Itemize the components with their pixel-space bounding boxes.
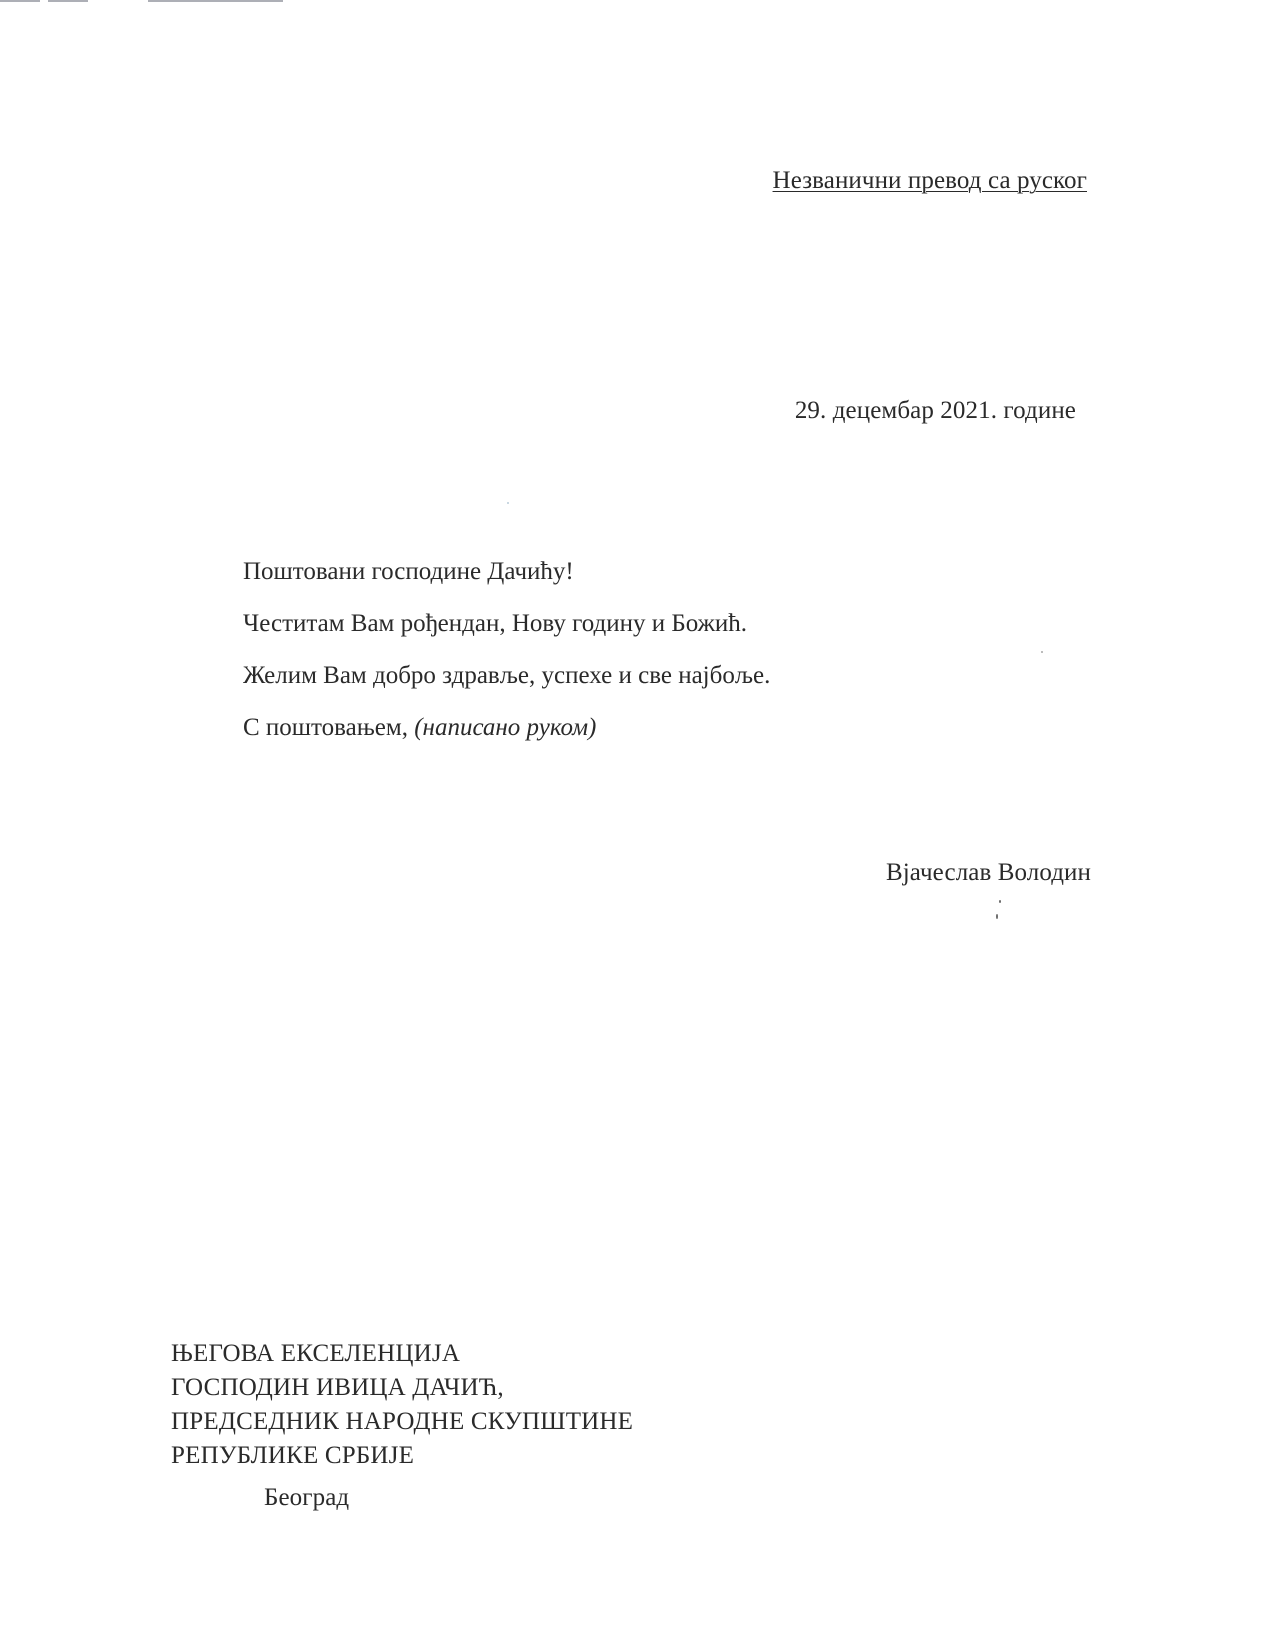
- greeting-line: Честитам Вам рођендан, Нову годину и Божић.: [243, 610, 748, 637]
- closing-line: [243, 713, 770, 765]
- translation-note: Незванични превод са руског: [772, 167, 1087, 194]
- recipient-city: Београд: [264, 1484, 350, 1511]
- closing-text: С поштовањем,: [243, 714, 408, 741]
- signatory-name: Вјачеслав Володин: [885, 859, 1091, 886]
- scan-edge-artifact: [0, 0, 300, 3]
- wishes-line: Желим Вам добро здравље, успехе и све најбоље.: [243, 662, 771, 689]
- scan-speck: [507, 502, 509, 504]
- recipient-line-position: ПРЕДСЕДНИК НАРОДНЕ СКУПШТИНЕ: [171, 1408, 634, 1435]
- handwritten-note: (написано руком): [414, 714, 597, 741]
- recipient-address: [171, 1337, 633, 1473]
- recipient-line-country: РЕПУБЛИКЕ СРБИЈЕ: [171, 1442, 415, 1469]
- recipient-line-name: ГОСПОДИН ИВИЦА ДАЧИЋ,: [171, 1374, 504, 1401]
- scan-speck: [996, 914, 998, 919]
- recipient-line-title: ЊЕГОВА ЕКСЕЛЕНЦИЈА: [171, 1340, 461, 1367]
- salutation: Поштовани господине Дачићу!: [243, 558, 574, 585]
- letter-body: [243, 557, 770, 765]
- letter-date: 29. децембар 2021. године: [794, 397, 1076, 424]
- scan-speck: [999, 900, 1001, 903]
- scan-speck: [1041, 651, 1043, 653]
